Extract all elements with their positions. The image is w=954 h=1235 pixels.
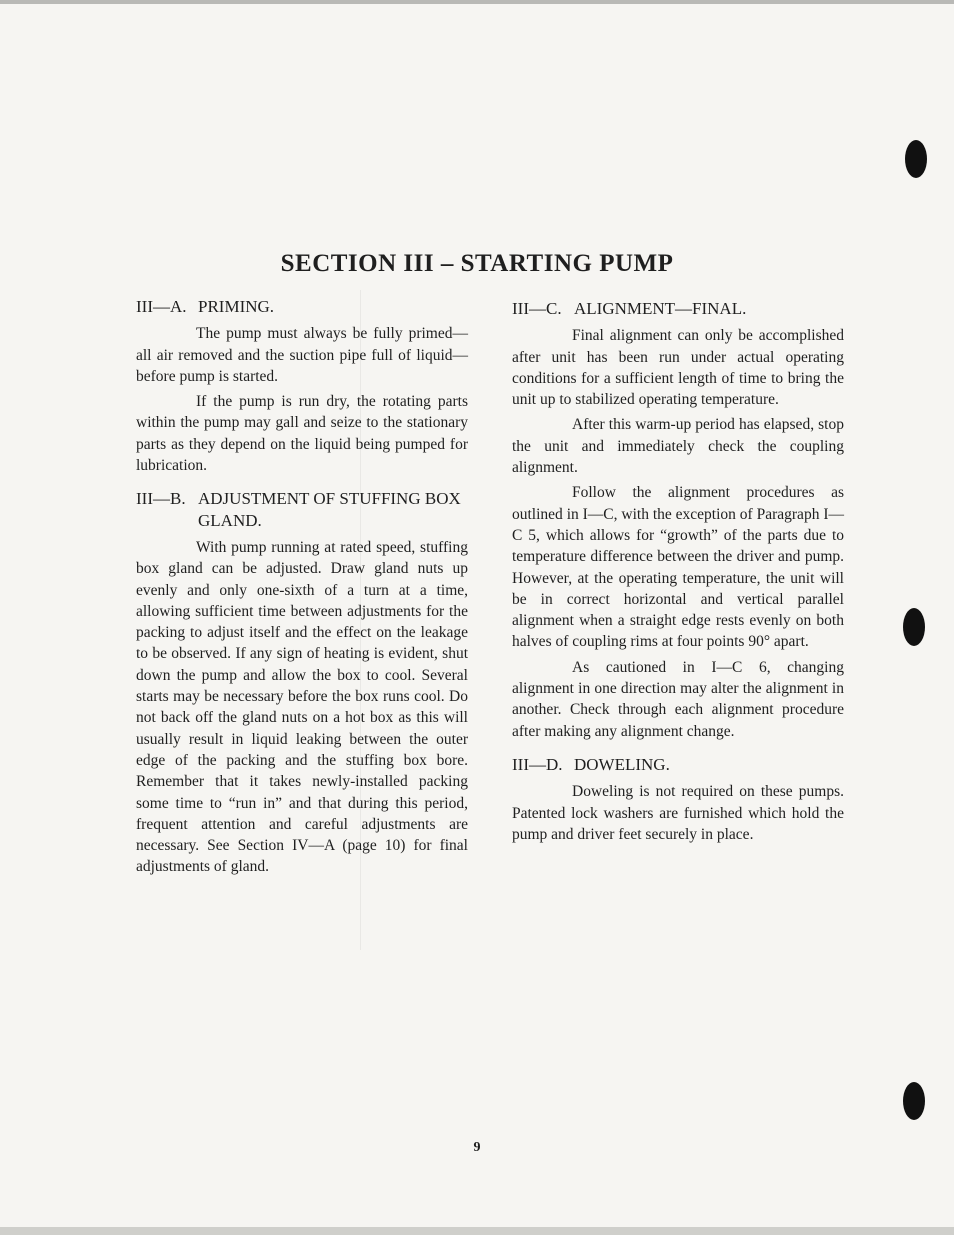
section-heading	[136, 296, 468, 317]
section-heading	[136, 488, 468, 531]
paragraph: If the pump is run dry, the rotating parts within the pump may gall and seize to the stationary parts as they depend on the liquid being pumped for lubrication.	[136, 393, 468, 475]
section-heading	[512, 298, 844, 319]
paragraph: As cautioned in I—C 6, changing alignment in one direction may alter the alignment in another. Check through each alignment procedure after making any alignment change.	[512, 658, 844, 740]
section-number: III—A.	[136, 297, 187, 316]
paragraph: The pump must always be fully primed—all air removed and the suction pipe full of liquid—before pump is started.	[136, 325, 468, 385]
paragraph: Final alignment can only be accomplished after unit has been run under actual operating conditions for a sufficient length of time to bring the unit up to stabilized operating temperature.	[512, 327, 844, 409]
page-title: SECTION III – STARTING PUMP	[280, 250, 674, 277]
paragraph: Doweling is not required on these pumps. Patented lock washers are furnished which hold the pump and driver feet securely in place.	[512, 783, 844, 843]
scan-edge-bottom	[0, 1227, 954, 1235]
section-priming	[136, 296, 468, 476]
binder-hole	[903, 1082, 925, 1120]
section-heading	[512, 754, 844, 775]
paragraph: Follow the alignment procedures as outlined in I—C, with the exception of Paragraph I—C 5, which allows for “growth” of the parts due to temperature difference between the driver and pump. However, at the operating temperature, the unit will be in correct horizontal and vertical parallel alignment when a straight edge rests evenly on both halves of coupling rims at four points 90° apart.	[512, 484, 844, 651]
page-number: 9	[473, 1140, 481, 1155]
section-number: III—C.	[512, 299, 562, 318]
binder-hole	[903, 608, 925, 646]
section-stuffing-box	[136, 488, 468, 877]
scan-edge-top	[0, 0, 954, 4]
paragraph: After this warm-up period has elapsed, stop the unit and immediately check the coupling alignment.	[512, 416, 844, 477]
section-title: ADJUSTMENT OF STUFFING BOX GLAND.	[198, 489, 461, 530]
left-column	[136, 296, 468, 890]
section-doweling	[512, 754, 844, 845]
section-title: DOWELING.	[574, 754, 670, 774]
section-title: PRIMING.	[198, 297, 275, 316]
section-number: III—D.	[512, 754, 563, 774]
section-title: ALIGNMENT—FINAL.	[574, 299, 747, 318]
paragraph: With pump running at rated speed, stuffing box gland can be adjusted. Draw gland nuts up evenly and only one-sixth of a turn at a time, allowing sufficient time between adjustments for the packing to adjust itself and the effect on the leakage to be observed. If any sign of heating is evident, shut down the pump and allow the box to cool. Several starts may be necessary before the box runs cool. Do not back off the gland nuts on a hot box as this will usually result in liquid leaking between the outer edge of the packing and the stuffing box bore. Remember that it takes newly-installed packing some time to “run in” and that during this period, frequent attention and careful adjustments are necessary. See Section IV—A (page 10) for final adjustments of gland.	[136, 538, 468, 876]
section-number: III—B.	[136, 489, 186, 509]
section-alignment-final	[512, 298, 844, 742]
binder-hole	[905, 140, 927, 178]
right-column	[512, 298, 844, 857]
